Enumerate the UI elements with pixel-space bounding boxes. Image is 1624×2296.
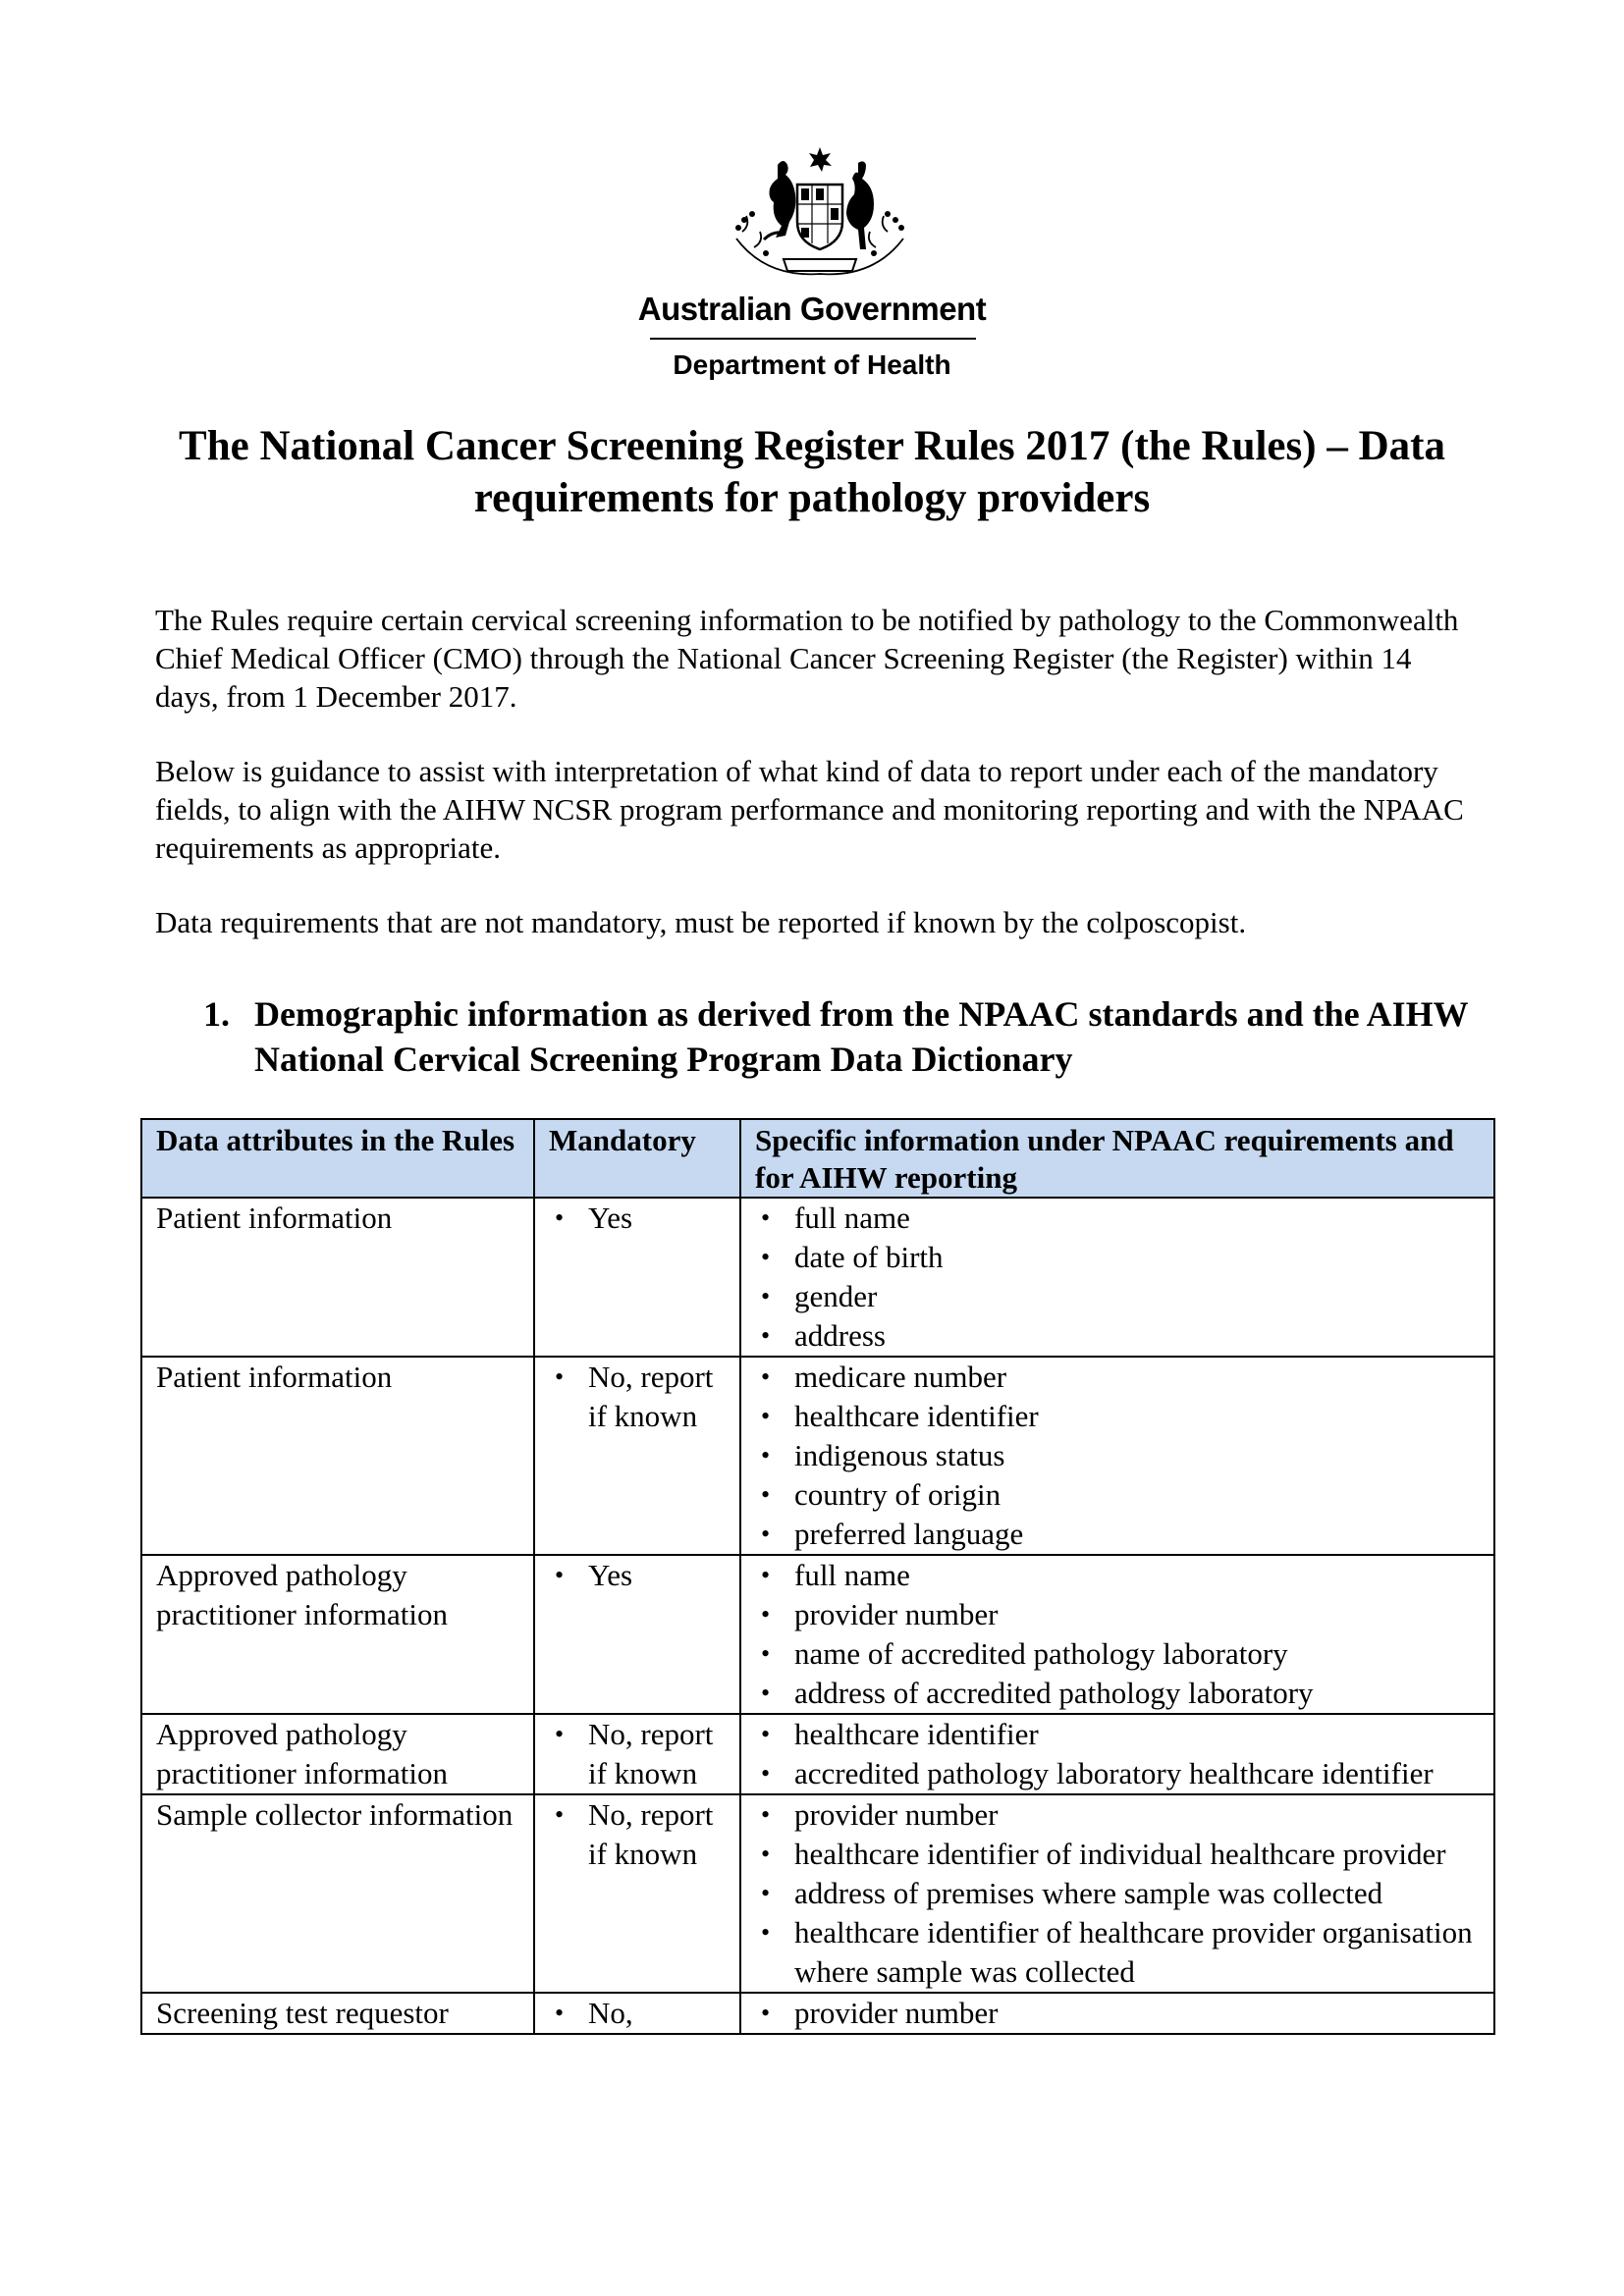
- commonwealth-coat-of-arms-icon: [727, 145, 913, 288]
- mandatory-cell: [534, 1714, 740, 1794]
- list-item: • healthcare identifier of healthcare provider organisation where sample was collected: [755, 1913, 1482, 1992]
- section-number: 1.: [203, 994, 230, 1034]
- specific-info-cell: [740, 1357, 1494, 1555]
- list-item: • healthcare identifier: [755, 1715, 1482, 1754]
- mandatory-list: [549, 1199, 728, 1238]
- data-attribute-cell: Approved pathology practitioner information: [141, 1555, 534, 1714]
- document-title: The National Cancer Screening Register Rules 2017 (the Rules) – Data requirements for pathology providers: [179, 423, 1445, 521]
- list-item: • gender: [755, 1277, 1482, 1316]
- mandatory-list: [549, 1994, 728, 2033]
- mandatory-value: • No, report if known: [549, 1715, 728, 1793]
- list-item: • healthcare identifier: [755, 1397, 1482, 1436]
- mandatory-list: [549, 1556, 728, 1595]
- list-item: • date of birth: [755, 1238, 1482, 1277]
- specific-info-cell: [740, 1714, 1494, 1794]
- table-row: [141, 1198, 1494, 1357]
- mandatory-cell: [534, 1993, 740, 2034]
- mandatory-cell: [534, 1198, 740, 1357]
- header-divider: [650, 338, 976, 340]
- data-attribute-cell: Approved pathology practitioner information: [141, 1714, 534, 1794]
- section-heading-text: Demographic information as derived from the NPAAC standards and the AIHW National Cervical Screening Program Data Dictionary: [254, 994, 1469, 1079]
- department-name: Department of Health: [673, 349, 951, 380]
- column-header-attribute: Data attributes in the Rules: [141, 1119, 534, 1198]
- table-header-row: [141, 1119, 1494, 1198]
- data-attribute-cell: Sample collector information: [141, 1794, 534, 1993]
- list-item: • medicare number: [755, 1358, 1482, 1397]
- mandatory-value: • No,: [549, 1994, 728, 2033]
- data-attribute-cell: Patient information: [141, 1357, 534, 1555]
- mandatory-value: • Yes: [549, 1556, 728, 1595]
- specific-info-cell: [740, 1555, 1494, 1714]
- mandatory-cell: [534, 1794, 740, 1993]
- table-row: [141, 1714, 1494, 1794]
- list-item: • address: [755, 1316, 1482, 1356]
- list-item: • preferred language: [755, 1515, 1482, 1554]
- mandatory-list: [549, 1715, 728, 1793]
- list-item: • provider number: [755, 1595, 1482, 1634]
- table-row: [141, 1555, 1494, 1714]
- specific-info-list: [755, 1795, 1482, 1992]
- column-header-mandatory: Mandatory: [534, 1119, 740, 1198]
- specific-info-list: [755, 1715, 1482, 1793]
- list-item: • healthcare identifier of individual healthcare provider: [755, 1835, 1482, 1874]
- data-attribute-cell: Screening test requestor: [141, 1993, 534, 2034]
- mandatory-value: • No, report if known: [549, 1795, 728, 1874]
- list-item: • provider number: [755, 1795, 1482, 1835]
- specific-info-cell: [740, 1993, 1494, 2034]
- specific-info-list: [755, 1994, 1482, 2033]
- mandatory-cell: [534, 1555, 740, 1714]
- list-item: • name of accredited pathology laboratory: [755, 1634, 1482, 1674]
- mandatory-cell: [534, 1357, 740, 1555]
- guidance-paragraph: Below is guidance to assist with interpretation of what kind of data to report under each of the mandatory fields, to align with the AIHW NCSR program performance and monitoring reporting and with the NPAAC requirements as appropriate.: [155, 754, 1464, 865]
- mandatory-value: • Yes: [549, 1199, 728, 1238]
- mandatory-list: [549, 1358, 728, 1436]
- specific-info-list: [755, 1556, 1482, 1713]
- government-name: Australian Government: [637, 291, 987, 327]
- list-item: • accredited pathology laboratory healthcare identifier: [755, 1754, 1482, 1793]
- specific-info-list: [755, 1199, 1482, 1356]
- list-item: • full name: [755, 1199, 1482, 1238]
- list-item: • full name: [755, 1556, 1482, 1595]
- data-requirements-table: [140, 1118, 1495, 2035]
- mandatory-value: • No, report if known: [549, 1358, 728, 1436]
- list-item: • address of premises where sample was collected: [755, 1874, 1482, 1913]
- specific-info-list: [755, 1358, 1482, 1554]
- mandatory-list: [549, 1795, 728, 1874]
- non-mandatory-paragraph: Data requirements that are not mandatory, must be reported if known by the colposcopist.: [155, 905, 1247, 939]
- table-row: [141, 1794, 1494, 1993]
- data-attribute-cell: Patient information: [141, 1198, 534, 1357]
- table-row: [141, 1357, 1494, 1555]
- specific-info-cell: [740, 1198, 1494, 1357]
- intro-paragraph: The Rules require certain cervical screening information to be notified by pathology to the Commonwealth Chief Medical Officer (CMO) through the National Cancer Screening Register (the Register) within 14 days, from 1 December 2017.: [155, 603, 1459, 714]
- list-item: • indigenous status: [755, 1436, 1482, 1475]
- specific-info-cell: [740, 1794, 1494, 1993]
- list-item: • country of origin: [755, 1475, 1482, 1515]
- list-item: • provider number: [755, 1994, 1482, 2033]
- column-header-specific-info: Specific information under NPAAC requirements and for AIHW reporting: [740, 1119, 1494, 1198]
- table-row: [141, 1993, 1494, 2034]
- list-item: • address of accredited pathology laboratory: [755, 1674, 1482, 1713]
